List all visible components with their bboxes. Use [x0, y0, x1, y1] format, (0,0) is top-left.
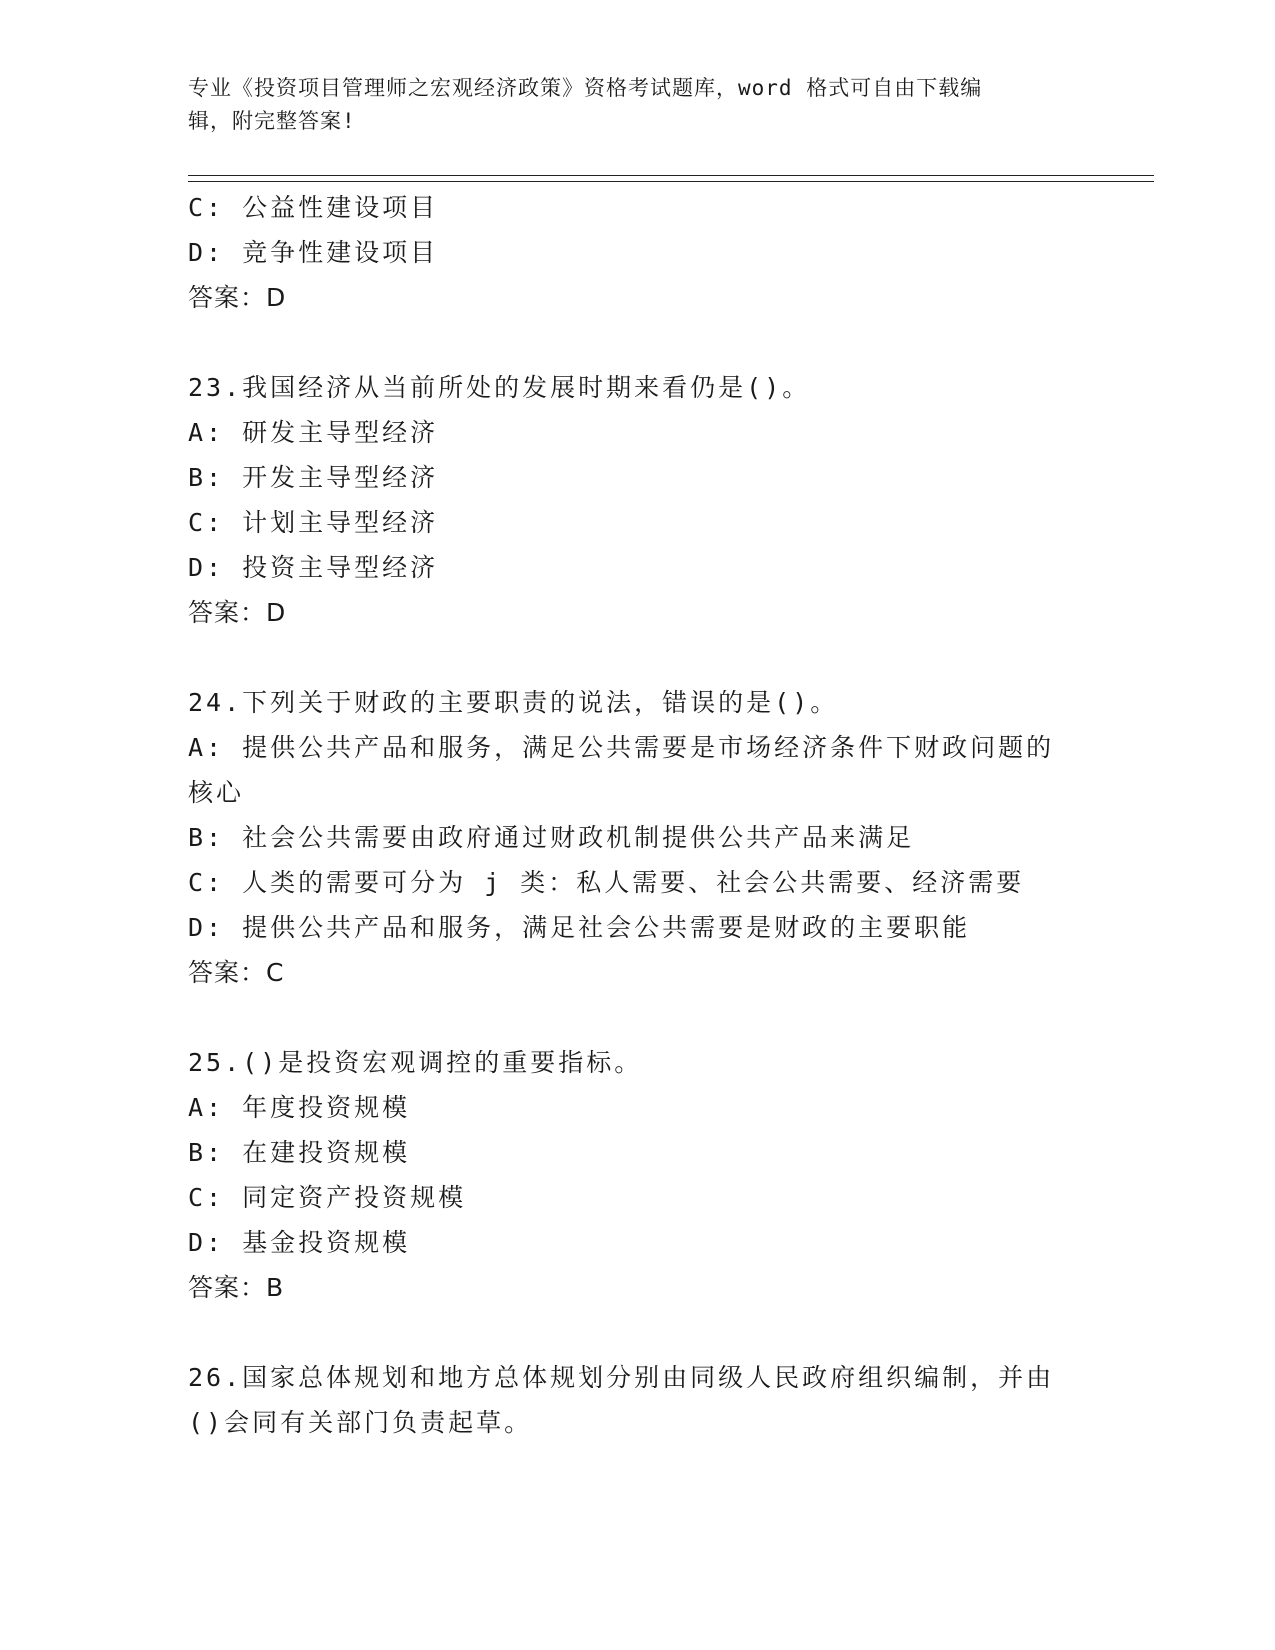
q24-option-b: B: 社会公共需要由政府通过财政机制提供公共产品来满足 — [188, 823, 915, 852]
q23-stem: 23.我国经济从当前所处的发展时期来看仍是()。 — [188, 373, 811, 402]
header-line-1: 专业《投资项目管理师之宏观经济政策》资格考试题库，word 格式可自由下载编 — [188, 76, 983, 100]
q24-option-a-line-2: 核心 — [188, 778, 245, 807]
q23-option-d: D: 投资主导型经济 — [188, 553, 439, 582]
q23-option-a: A: 研发主导型经济 — [188, 418, 439, 447]
header-rule-top — [188, 175, 1154, 176]
q24-option-a-line-1: A: 提供公共产品和服务，满足公共需要是市场经济条件下财政问题的 — [188, 733, 1055, 762]
q23-option-b: B: 开发主导型经济 — [188, 463, 439, 492]
q24-option-c: C: 人类的需要可分为 j 类：私人需要、社会公共需要、经济需要 — [188, 868, 1025, 897]
q25-option-c: C: 同定资产投资规模 — [188, 1183, 467, 1212]
header-line-2: 辑，附完整答案! — [188, 109, 356, 133]
q24-stem: 24.下列关于财政的主要职责的说法，错误的是()。 — [188, 688, 839, 717]
prev-option-c: C: 公益性建设项目 — [188, 193, 439, 222]
q23-option-c: C: 计划主导型经济 — [188, 508, 439, 537]
q26-stem-line-2: ()会同有关部门负责起草。 — [188, 1408, 533, 1437]
prev-answer: 答案：D — [188, 283, 287, 312]
q25-option-b: B: 在建投资规模 — [188, 1138, 411, 1167]
prev-option-d: D: 竞争性建设项目 — [188, 238, 439, 267]
q26-stem-line-1: 26.国家总体规划和地方总体规划分别由同级人民政府组织编制，并由 — [188, 1363, 1055, 1392]
header-rule-bottom — [188, 181, 1154, 182]
q24-option-d: D: 提供公共产品和服务，满足社会公共需要是财政的主要职能 — [188, 913, 971, 942]
q25-stem: 25.()是投资宏观调控的重要指标。 — [188, 1048, 643, 1077]
q24-answer: 答案：C — [188, 958, 285, 987]
q25-answer: 答案：B — [188, 1273, 285, 1302]
q23-answer: 答案：D — [188, 598, 287, 627]
q25-option-d: D: 基金投资规模 — [188, 1228, 411, 1257]
page-header — [188, 72, 1068, 138]
q25-option-a: A: 年度投资规模 — [188, 1093, 411, 1122]
